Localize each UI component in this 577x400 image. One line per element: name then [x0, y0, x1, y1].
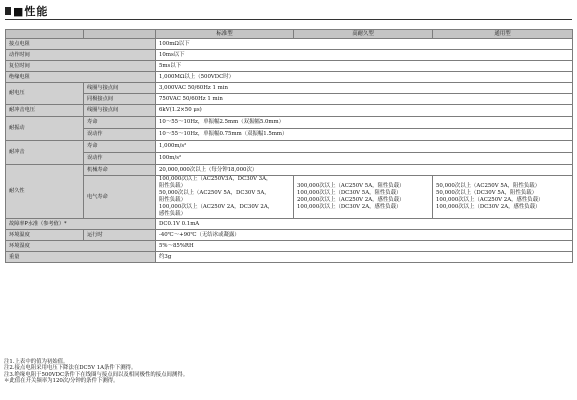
cell-line: 200,000次以上（AC250V 2A，感性负载）: [297, 197, 405, 203]
table-row: [6, 72, 573, 83]
table-row: [6, 50, 573, 61]
cell-line: 100,000次以上（AC250V 2A，感性负载）: [436, 197, 544, 203]
row-label: 耐冲击电压: [6, 105, 84, 117]
table-header-row: [6, 30, 573, 39]
cell-line: 300,000次以上（AC250V 5A，阻性负载）: [297, 183, 405, 189]
column-header-high-endurance: 高耐久型: [294, 30, 433, 39]
row-label: 耐电压: [6, 83, 84, 105]
row-sublabel: 寿命: [84, 141, 156, 153]
table-row: [6, 141, 573, 153]
row-value: 10ms以下: [156, 50, 573, 61]
row-label: 耐振动: [6, 117, 84, 141]
row-value: -40℃～+90℃（无结冰或凝露）: [156, 230, 573, 241]
row-sublabel: 运行时: [84, 230, 156, 241]
row-value: 1,000MΩ以上（500VDC时）: [156, 72, 573, 83]
cell-line: 50,000次以上（AC250V 5A，阻性负载）: [436, 183, 541, 189]
row-sublabel: 线圈与接点间: [84, 105, 156, 117]
footnote: 注2.接点电阻采用电压下降法在DC5V 1A条件下测得。: [4, 365, 137, 372]
row-value: 100mΩ以下: [156, 39, 573, 50]
table-row: [6, 129, 573, 141]
row-label: 耐久性: [6, 165, 84, 219]
electrical-life-general: [433, 176, 573, 219]
electrical-life-standard: [156, 176, 294, 219]
table-row: [6, 230, 573, 241]
header-blank-cell: [84, 30, 156, 39]
cell-line: 100,000次以上（DC30V 2A，感性负载）: [297, 204, 402, 210]
row-label: 环境湿度: [6, 241, 156, 252]
row-value: 10～55～10Hz，单振幅2.5mm（双振幅5.0mm）: [156, 117, 573, 129]
row-label: 动作时间: [6, 50, 156, 61]
row-sublabel: 电气寿命: [84, 176, 156, 219]
row-label: 环境温度: [6, 230, 84, 241]
cell-line: 100,000次以上（DC30V 2A，感性负载）: [436, 204, 541, 210]
column-header-general: 通用型: [433, 30, 573, 39]
table-row: [6, 176, 573, 219]
row-value: 3,000VAC 50/60Hz 1 min: [156, 83, 573, 94]
row-label: 接点电阻: [6, 39, 156, 50]
footnote: 注3.绝缘电阻于500VDC条件下在线圈与接点间以及相同极性的接点间测得。: [4, 371, 189, 378]
table-row: [6, 105, 573, 117]
table-row: [6, 83, 573, 94]
cell-line: 100,000次以上（DC30V 5A，阻性负载）: [297, 190, 402, 196]
cell-line: 100,000次以上（AC250V 2A，DC30V 2A，: [159, 204, 274, 210]
cell-line: 50,000次以上（DC30V 5A，阻性负载）: [436, 190, 538, 196]
row-label: 耐冲击: [6, 141, 84, 165]
row-value: 5%～85%RH: [156, 241, 573, 252]
row-sublabel: 机械寿命: [84, 165, 156, 176]
table-row: [6, 117, 573, 129]
section-title-text: ■性能: [13, 5, 49, 18]
section-title: [5, 4, 48, 18]
column-header-standard: 标准型: [156, 30, 294, 39]
row-label: 重量: [6, 252, 156, 263]
table-row: [6, 94, 573, 105]
footnote: 注1.上表中的值为初始值。: [4, 359, 69, 365]
table-row: [6, 219, 573, 230]
row-value: 20,000,000次以上（每分钟18,000次）: [156, 165, 573, 176]
row-value: 10～55～10Hz，单振幅0.75mm（双振幅1.5mm）: [156, 129, 573, 141]
cell-line: 50,000次以上（AC250V 5A，DC30V 5A，: [159, 190, 270, 196]
table-row: [6, 165, 573, 176]
row-sublabel: 线圈与接点间: [84, 83, 156, 94]
title-square-icon: [5, 7, 11, 15]
row-sublabel: 同极接点间: [84, 94, 156, 105]
row-sublabel: 寿命: [84, 117, 156, 129]
row-label: 故障率P水准（参考值）*: [6, 219, 156, 230]
performance-table: [5, 29, 573, 263]
footnote: ＊此值在开关频率为120次/分钟的条件下测得。: [4, 377, 119, 384]
row-sublabel: 误动作: [84, 129, 156, 141]
row-value: 6kV(1.2×50 μs): [156, 105, 573, 117]
row-value: 5ms以下: [156, 61, 573, 72]
row-sublabel: 误动作: [84, 153, 156, 165]
table-row: [6, 39, 573, 50]
footnotes: [4, 359, 188, 384]
row-value: 1,000m/s²: [156, 141, 573, 153]
row-value: DC0.1V 0.1mA: [156, 219, 573, 230]
table-row: [6, 241, 573, 252]
cell-line: 100,000次以上（AC250V3A，DC30V 3A，: [159, 176, 272, 182]
table-row: [6, 153, 573, 165]
row-label: 绝缘电阻: [6, 72, 156, 83]
cell-line: 阻性负载）: [159, 197, 186, 203]
cell-line: 感性负载）: [159, 211, 186, 217]
row-value: 100m/s²: [156, 153, 573, 165]
header-blank-cell: [6, 30, 84, 39]
electrical-life-high-endurance: [294, 176, 433, 219]
title-rule: [5, 19, 572, 20]
cell-line: 阻性负载）: [159, 183, 186, 189]
table-row: [6, 61, 573, 72]
table-row: [6, 252, 573, 263]
row-value: 约3g: [156, 252, 573, 263]
row-label: 复位时间: [6, 61, 156, 72]
row-value: 750VAC 50/60Hz 1 min: [156, 94, 573, 105]
